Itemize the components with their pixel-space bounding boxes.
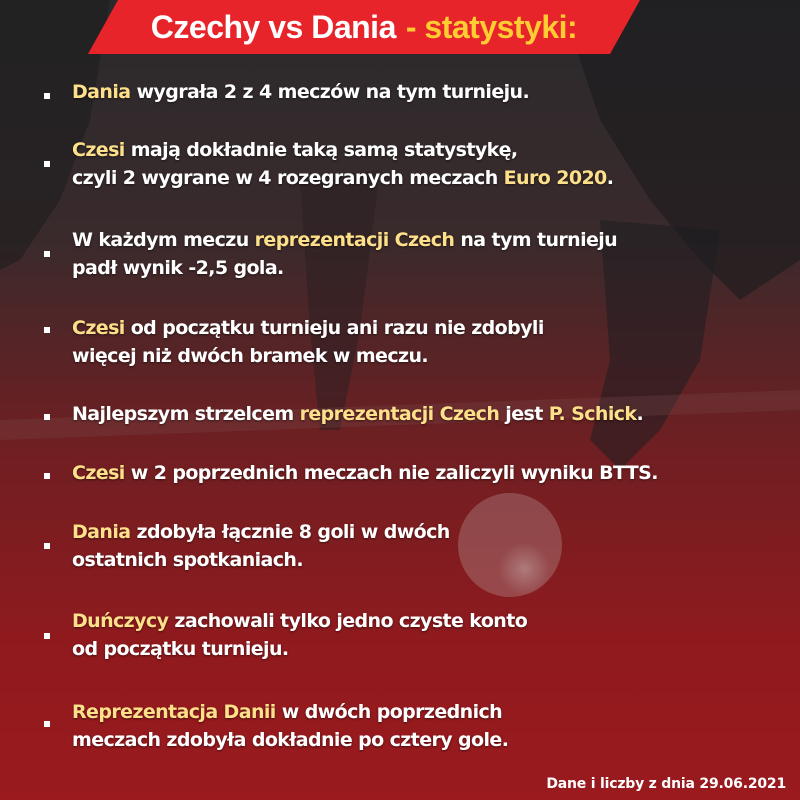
stat-text: w 2 poprzednich meczach nie zaliczyli wyniku BTTS. (124, 462, 658, 484)
stat-highlight: Dania (72, 81, 131, 103)
title-banner-text (88, 0, 640, 54)
stat-text: na tym turnieju (454, 229, 618, 251)
stat-text: zachowali tylko jedno czyste konto (168, 610, 528, 632)
stat-text: więcej niż dwóch bramek w meczu. (72, 345, 428, 367)
bullet-icon (44, 473, 50, 479)
stat-text: W każdym meczu (72, 229, 255, 251)
title-main: Czechy vs Dania (150, 8, 396, 45)
stat-item-line (72, 314, 544, 342)
bullet-icon (44, 414, 50, 420)
stat-item-line (72, 136, 518, 164)
stat-text: . (636, 403, 644, 425)
stat-text: w dwóch poprzednich (275, 701, 503, 723)
stat-item-line (72, 78, 529, 106)
stat-item-line (72, 635, 289, 663)
stat-highlight: P. Schick (548, 403, 637, 425)
stat-text: od początku turnieju. (72, 638, 289, 660)
stat-text: zdobyła łącznie 8 goli w dwóch (130, 521, 450, 543)
stat-text: wygrała 2 z 4 meczów na tym turnieju. (130, 81, 530, 103)
stat-item-line (72, 607, 527, 635)
stat-item-line (72, 164, 613, 192)
stat-highlight: Duńczycy (72, 610, 169, 632)
bullet-icon (44, 327, 50, 333)
stat-item-line (72, 226, 617, 254)
stat-highlight: Dania (72, 521, 131, 543)
stat-highlight: Euro 2020 (503, 167, 607, 189)
stat-highlight: Czesi (72, 462, 125, 484)
bullet-icon (44, 161, 50, 167)
bullet-icon (44, 93, 50, 99)
stat-item-line (72, 518, 450, 546)
stat-text: jest (499, 403, 549, 425)
stat-item-line (72, 342, 428, 370)
stat-highlight: Reprezentacja Danii (72, 701, 276, 723)
stat-highlight: Czesi (72, 317, 125, 339)
stat-highlight: Czesi (72, 139, 125, 161)
stat-text: . (606, 167, 614, 189)
stat-text: ostatnich spotkaniach. (72, 549, 303, 571)
bullet-icon (44, 633, 50, 639)
stat-highlight: reprezentacji Czech (299, 403, 500, 425)
stat-text: padł wynik -2,5 gola. (72, 257, 284, 279)
stat-text: Najlepszym strzelcem (72, 403, 300, 425)
bullet-icon (44, 543, 50, 549)
stat-item-line (72, 726, 508, 754)
stat-text: od początku turnieju ani razu nie zdobyli (124, 317, 544, 339)
stat-item-line (72, 459, 658, 487)
stat-item-line (72, 400, 643, 428)
stat-text: czyli 2 wygrane w 4 rozegranych meczach (72, 167, 504, 189)
stat-text: mają dokładnie taką samą statystykę, (124, 139, 518, 161)
bullet-icon (44, 721, 50, 727)
footer-note: Dane i liczby z dnia 29.06.2021 (546, 776, 786, 792)
stat-item-line (72, 546, 303, 574)
stat-item-line (72, 698, 502, 726)
stat-item-line (72, 254, 284, 282)
stat-highlight: reprezentacji Czech (254, 229, 455, 251)
bullet-icon (44, 251, 50, 257)
title-accent: - statystyki: (405, 8, 578, 45)
stat-text: meczach zdobyła dokładnie po cztery gole. (72, 729, 509, 751)
